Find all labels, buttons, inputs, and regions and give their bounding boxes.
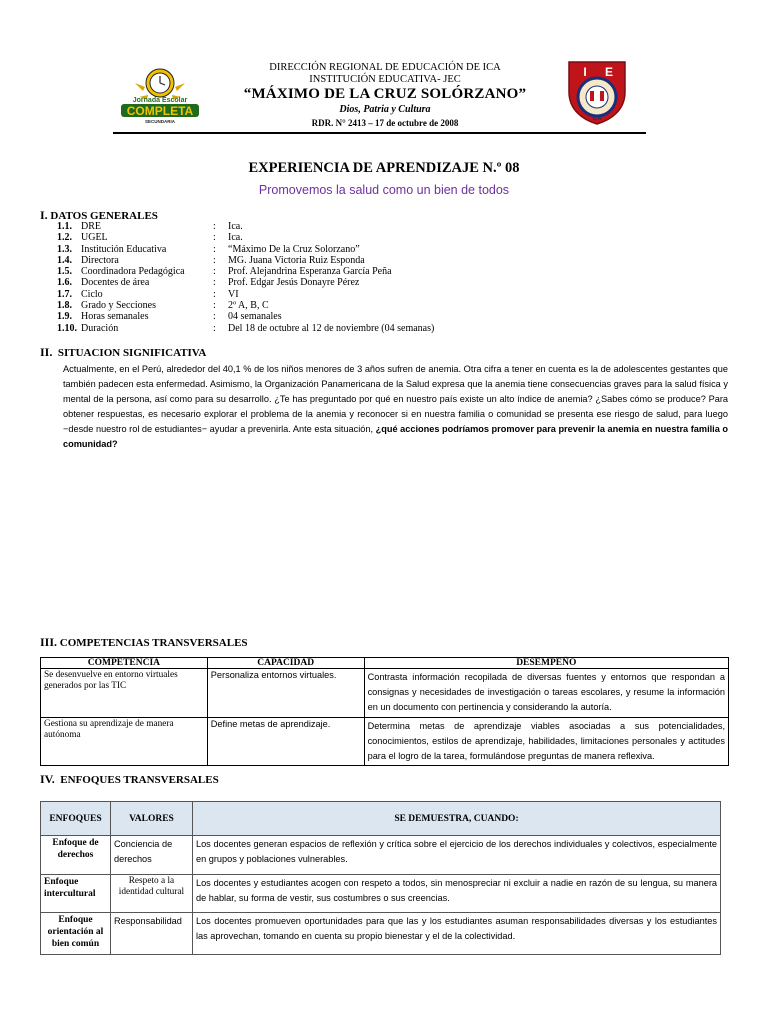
- capacidad-cell: Define metas de aprendizaje.: [207, 718, 364, 766]
- item-label: Horas semanales: [81, 311, 149, 323]
- section-enfoques-heading: IV. ENFOQUES TRANSVERSALES: [40, 772, 219, 786]
- table-row: [41, 718, 729, 766]
- column-header-enfoques: ENFOQUES: [41, 802, 111, 836]
- item-value: Prof. Edgar Jesús Donayre Pérez: [228, 277, 360, 289]
- header-motto: Dios, Patria y Cultura: [339, 104, 431, 115]
- se-demuestra-cell: Los docentes generan espacios de reflexión y crítica sobre el ejercicio de los derechos individuales y colectivos, especialmente en grupos y poblaciones vulnerables.: [192, 836, 720, 875]
- svg-text:SECUNDARIA: SECUNDARIA: [144, 119, 176, 124]
- valor-cell: Respeto a la identidad cultural: [110, 875, 192, 913]
- header-divider: [113, 132, 646, 134]
- datos-generales-row: [57, 289, 434, 300]
- svg-text:Jornada Escolar: Jornada Escolar: [132, 97, 188, 104]
- document-title: EXPERIENCIA DE APRENDIZAJE N.º 08: [248, 160, 520, 176]
- item-number: 1.7.: [57, 288, 72, 300]
- item-number: 1.4.: [57, 254, 72, 266]
- item-number: 1.2.: [57, 232, 72, 244]
- valor-cell: Responsabilidad: [110, 913, 192, 955]
- item-number: 1.1.: [57, 221, 72, 232]
- item-colon: :: [213, 232, 216, 244]
- item-colon: :: [213, 254, 216, 266]
- datos-generales-row: [57, 300, 434, 311]
- datos-generales-row: [57, 255, 434, 266]
- section-competencias-heading: III. COMPETENCIAS TRANSVERSALES: [40, 635, 248, 649]
- column-header-desempeno: DESEMPEÑO: [364, 658, 728, 669]
- item-value: Prof. Alejandrina Esperanza García Peña: [228, 266, 392, 278]
- item-label: UGEL: [81, 232, 108, 244]
- table-row: [41, 836, 721, 875]
- item-label: Grado y Secciones: [81, 300, 156, 312]
- table-row: [41, 669, 729, 718]
- enfoque-cell: Enfoque intercultural: [41, 875, 111, 913]
- item-number: 1.6.: [57, 277, 72, 289]
- svg-text:E: E: [604, 65, 614, 79]
- svg-text:ICA: ICA: [592, 116, 602, 122]
- item-label: DRE: [81, 221, 101, 232]
- column-header-valores: VALORES: [110, 802, 192, 836]
- valor-cell: Conciencia de derechos: [110, 836, 192, 875]
- item-number: 1.5.: [57, 266, 72, 278]
- header-line-direccion: DIRECCIÓN REGIONAL DE EDUCACIÓN DE ICA: [269, 62, 501, 73]
- desempeno-cell: Contrasta información recopilada de diversas fuentes y entornos que respondan a consignas y necesidades de investigación o tareas escolares, y resume la información en un documento con pertinencia y considerando la autoría.: [364, 669, 728, 718]
- document-header: [0, 0, 768, 135]
- school-crest-logo: [563, 58, 631, 126]
- item-label: Directora: [81, 254, 119, 266]
- datos-generales-row: [57, 266, 434, 277]
- item-colon: :: [213, 300, 216, 312]
- item-value: VI: [228, 288, 239, 300]
- datos-generales-row: [57, 311, 434, 322]
- item-value: “Máximo De la Cruz Solorzano”: [228, 243, 360, 255]
- item-number: 1.3.: [57, 243, 72, 255]
- item-colon: :: [213, 277, 216, 289]
- item-colon: :: [213, 266, 216, 278]
- item-value: Ica.: [228, 221, 243, 232]
- section-datos-generales-heading: I. DATOS GENERALES: [40, 208, 158, 222]
- column-header-capacidad: CAPACIDAD: [207, 658, 364, 669]
- item-colon: :: [213, 243, 216, 255]
- table-row: [41, 875, 721, 913]
- capacidad-cell: Personaliza entornos virtuales.: [207, 669, 364, 718]
- datos-generales-list: [57, 221, 434, 334]
- datos-generales-row: [57, 221, 434, 232]
- se-demuestra-cell: Los docentes y estudiantes acogen con respeto a todos, sin menospreciar ni excluir a nadie en razón de su lengua, su manera de hablar, su forma de vestir, sus costumbres o sus creencias.: [192, 875, 720, 913]
- item-value: Ica.: [228, 232, 243, 244]
- document-subtitle: Promovemos la salud como un bien de todos: [258, 183, 510, 197]
- item-value: 04 semanales: [228, 311, 282, 323]
- situacion-significativa-text: Actualmente, en el Perú, alrededor del 40,1 % de los niños menores de 3 años sufren de anemia. Otra cifra a tener en cuenta es la de adolescentes gestantes que también padecen esta enfermedad. Asimismo, la Organización Panamericana de la Salud expresa que la anemia tiene consecuencias graves para la salud física y mental de la persona, así como para su desarrollo. ¿Te has preguntado por qué en nuestro país existe un alto índice de anemia? ¿Sabes cómo se produce? Para obtener respuestas, es necesario explorar el problema de la anemia y reconocer si en nuestra familia o comunidad se presenta ese riesgo de salud, para luego −desde nuestro rol de estudiantes− ayudar a prevenirla. Ante esta situación, ¿qué acciones podríamos promover para prevenir la anemia en nuestra familia o comunidad?: [63, 364, 729, 449]
- item-label: Ciclo: [81, 288, 103, 300]
- competencias-table: [40, 657, 729, 766]
- desempeno-cell: Determina metas de aprendizaje viables asociadas a sus potencialidades, conocimientos, estilos de aprendizaje, habilidades, limitaciones personales y actitudes para el logro de la tarea, formulándose preguntas de manera reflexiva.: [364, 718, 728, 766]
- item-value: 2º A, B, C: [228, 300, 269, 312]
- column-header-competencia: COMPETENCIA: [41, 658, 208, 669]
- competencia-cell: Gestiona su aprendizaje de manera autónoma: [41, 718, 208, 766]
- header-resolution: RDR. N° 2413 – 17 de octubre de 2008: [311, 118, 459, 128]
- item-label: Coordinadora Pedagógica: [81, 266, 185, 278]
- enfoques-table: [40, 801, 721, 955]
- datos-generales-row: [57, 244, 434, 255]
- header-line-institucion: INSTITUCIÓN EDUCATIVA- JEC: [309, 74, 461, 85]
- item-label: Docentes de área: [81, 277, 150, 289]
- item-value: MG. Juana Victoria Ruiz Esponda: [228, 254, 365, 266]
- table-row: [41, 913, 721, 955]
- datos-generales-row: [57, 277, 434, 288]
- item-number: 1.8.: [57, 300, 72, 312]
- item-colon: :: [213, 288, 216, 300]
- svg-text:COMPLETA: COMPLETA: [126, 104, 194, 118]
- competencia-cell: Se desenvuelve en entorno virtuales generados por las TIC: [41, 669, 208, 718]
- header-school-name: “MÁXIMO DE LA CRUZ SOLÓRZANO”: [243, 86, 527, 102]
- datos-generales-row: [57, 232, 434, 243]
- se-demuestra-cell: Los docentes promueven oportunidades para que las y los estudiantes asuman responsabilidades diversas y los estudiantes las aprovechan, tomando en cuenta su propio bienestar y el de la colectividad.: [192, 913, 720, 955]
- item-value: Del 18 de octubre al 12 de noviembre (04 semanas): [228, 322, 435, 334]
- situacion-question: ¿qué acciones podríamos promover para prevenir la anemia en nuestra familia o comunidad?: [63, 423, 729, 449]
- svg-text:I: I: [583, 65, 587, 79]
- item-label: Duración: [81, 322, 119, 334]
- item-colon: :: [213, 311, 216, 323]
- item-number: 1.10.: [57, 322, 77, 334]
- datos-generales-row: [57, 323, 434, 334]
- enfoque-cell: Enfoque de derechos: [41, 836, 111, 875]
- item-colon: :: [213, 221, 216, 232]
- item-colon: :: [213, 322, 216, 334]
- section-situacion-heading: II. SITUACION SIGNIFICATIVA: [40, 345, 207, 359]
- item-label: Institución Educativa: [81, 243, 167, 255]
- enfoque-cell: Enfoque orientación al bien común: [41, 913, 111, 955]
- item-number: 1.9.: [57, 311, 72, 323]
- column-header-se-demuestra: SE DEMUESTRA, CUANDO:: [192, 802, 720, 836]
